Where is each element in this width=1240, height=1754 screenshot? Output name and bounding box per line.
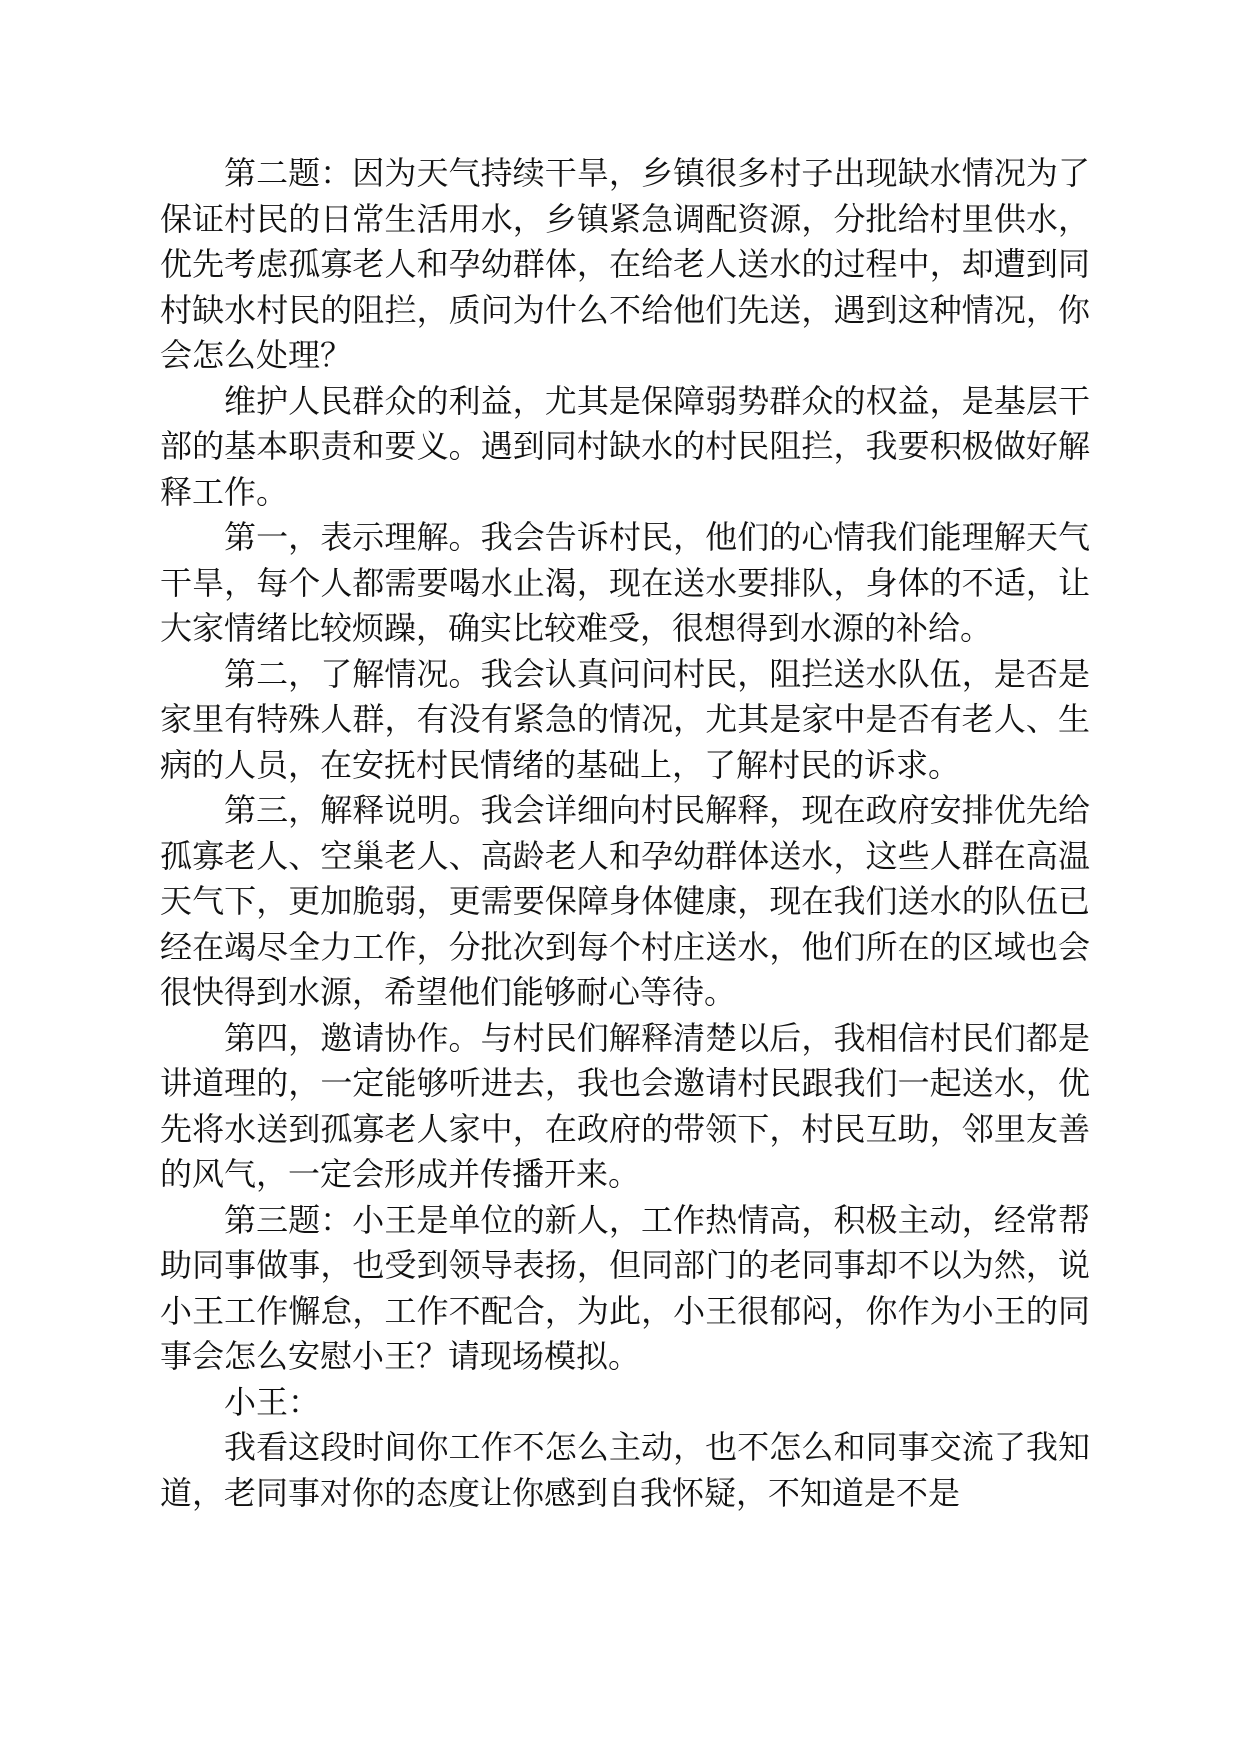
answer-point-four-paragraph: 第四，邀请协作。与村民们解释清楚以后，我相信村民们都是讲道理的，一定能够听进去，我也会邀请村民跟我们一起送水，优先将水送到孤寡老人家中，在政府的带领下，村民互助，邻里友善的风气，一定会形成并传播开来。: [160, 1018, 1090, 1193]
answer-point-two-paragraph: 第二，了解情况。我会认真问问村民，阻拦送水队伍，是否是家里有特殊人群，有没有紧急的情况，尤其是家中是否有老人、生病的人员，在安抚村民情绪的基础上，了解村民的诉求。: [160, 654, 1090, 784]
document-page: [160, 151, 1090, 1516]
salutation-paragraph: 小王：: [224, 1382, 321, 1421]
question-two-paragraph: 第二题：因为天气持续干旱，乡镇很多村子出现缺水情况为了保证村民的日常生活用水，乡镇紧急调配资源，分批给村里供水，优先考虑孤寡老人和孕幼群体，在给老人送水的过程中，却遭到同村缺水村民的阻拦，质问为什么不给他们先送，遇到这种情况，你会怎么处理？: [160, 154, 1090, 374]
answer-intro-paragraph: 维护人民群众的利益，尤其是保障弱势群众的权益，是基层干部的基本职责和要义。遇到同村缺水的村民阻拦，我要积极做好解释工作。: [160, 381, 1090, 511]
simulation-paragraph: 我看这段时间你工作不怎么主动，也不怎么和同事交流了我知道，老同事对你的态度让你感到自我怀疑，不知道是不是: [160, 1428, 1090, 1512]
question-three-paragraph: 第三题：小王是单位的新人，工作热情高，积极主动，经常帮助同事做事，也受到领导表扬，但同部门的老同事却不以为然，说小王工作懈怠，工作不配合，为此，小王很郁闷，你作为小王的同事会怎么安慰小王？请现场模拟。: [160, 1200, 1090, 1375]
answer-point-one-paragraph: 第一，表示理解。我会告诉村民，他们的心情我们能理解天气干旱，每个人都需要喝水止渴，现在送水要排队，身体的不适，让大家情绪比较烦躁，确实比较难受，很想得到水源的补给。: [160, 518, 1090, 647]
answer-point-three-paragraph: 第三，解释说明。我会详细向村民解释，现在政府安排优先给孤寡老人、空巢老人、高龄老人和孕幼群体送水，这些人群在高温天气下，更加脆弱，更需要保障身体健康，现在我们送水的队伍已经在竭尽全力工作，分批次到每个村庄送水，他们所在的区域也会很快得到水源，希望他们能够耐心等待。: [160, 791, 1090, 1011]
